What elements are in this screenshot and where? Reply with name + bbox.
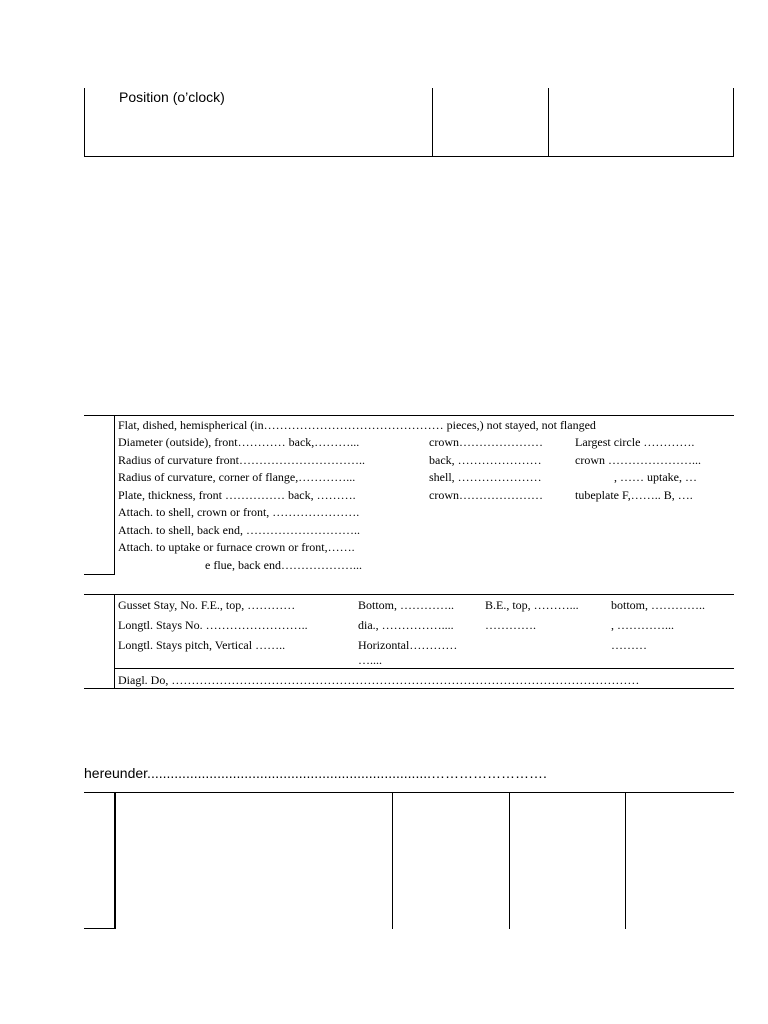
table-border xyxy=(84,415,734,416)
table-border xyxy=(84,574,115,575)
longtl-stays-no-c1: Longtl. Stays No. …………………….. xyxy=(118,618,308,632)
diagl-stays: Diagl. Do, ……………………………………………………………………………………………………… xyxy=(118,673,640,687)
ends-row-2-c1: Diameter (outside), front………… back,………... xyxy=(118,435,360,449)
table-border xyxy=(114,415,115,575)
table-border xyxy=(84,928,116,929)
table-border xyxy=(84,594,734,595)
gusset-stay-c2: Bottom, ………….. xyxy=(358,598,455,612)
ends-row-2-c3: Largest circle …………. xyxy=(575,435,695,449)
table-border xyxy=(114,668,734,669)
ends-row-4-c3: , …… uptake, … xyxy=(614,470,697,484)
table-border xyxy=(432,88,433,157)
ends-row-8: Attach. to uptake or furnace crown or front,……. xyxy=(118,540,355,554)
table-border xyxy=(114,594,115,689)
table-border xyxy=(733,88,734,157)
table-border xyxy=(84,792,734,793)
longtl-stays-pitch-c2: Horizontal………… xyxy=(358,638,458,652)
ends-row-3-c1: Radius of curvature front………………………….. xyxy=(118,453,365,467)
ends-row-4-c1: Radius of curvature, corner of flange,…………... xyxy=(118,470,356,484)
ends-row-4-c2: shell, ………………… xyxy=(429,470,542,484)
longtl-stays-pitch-c2b: ….... xyxy=(358,653,382,667)
table-border xyxy=(548,88,549,157)
longtl-stays-no-c3: …………. xyxy=(485,618,536,632)
hereunder-line: hereunder.........................................................................……………………. xyxy=(84,765,547,781)
longtl-stays-pitch-c4: ……… xyxy=(611,638,647,652)
table-border xyxy=(84,156,734,157)
table-border xyxy=(509,792,510,929)
ends-row-6: Attach. to shell, crown or front, …………………. xyxy=(118,505,360,519)
longtl-stays-pitch-c1: Longtl. Stays pitch, Vertical …….. xyxy=(118,638,286,652)
position-label: Position (o’clock) xyxy=(119,89,225,105)
ends-row-2-c2: crown………………… xyxy=(429,435,543,449)
ends-row-5-c1: Plate, thickness, front …………… back, ………. xyxy=(118,488,356,502)
ends-row-9: e flue, back end………………... xyxy=(205,558,362,572)
table-border xyxy=(392,792,393,929)
ends-row-3-c3: crown …………………... xyxy=(575,453,701,467)
ends-row-5-c3: tubeplate F,…….. B, …. xyxy=(575,488,693,502)
gusset-stay-c1: Gusset Stay, No. F.E., top, ………… xyxy=(118,598,296,612)
ends-row-3-c2: back, ………………… xyxy=(429,453,542,467)
table-border xyxy=(625,792,626,929)
table-border xyxy=(84,688,734,689)
ends-row-1: Flat, dished, hemispherical (in……………………………………… pieces,) not stayed, not flanged xyxy=(118,418,596,432)
table-border xyxy=(84,88,85,157)
gusset-stay-c3: B.E., top, ………... xyxy=(485,598,579,612)
gusset-stay-c4: bottom, ………….. xyxy=(611,598,706,612)
longtl-stays-no-c4: , …………... xyxy=(611,618,674,632)
table-border xyxy=(114,792,116,929)
ends-row-7: Attach. to shell, back end, ……………………….. xyxy=(118,523,360,537)
ends-row-5-c2: crown………………… xyxy=(429,488,543,502)
longtl-stays-no-c2: dia., …………….... xyxy=(358,618,454,632)
